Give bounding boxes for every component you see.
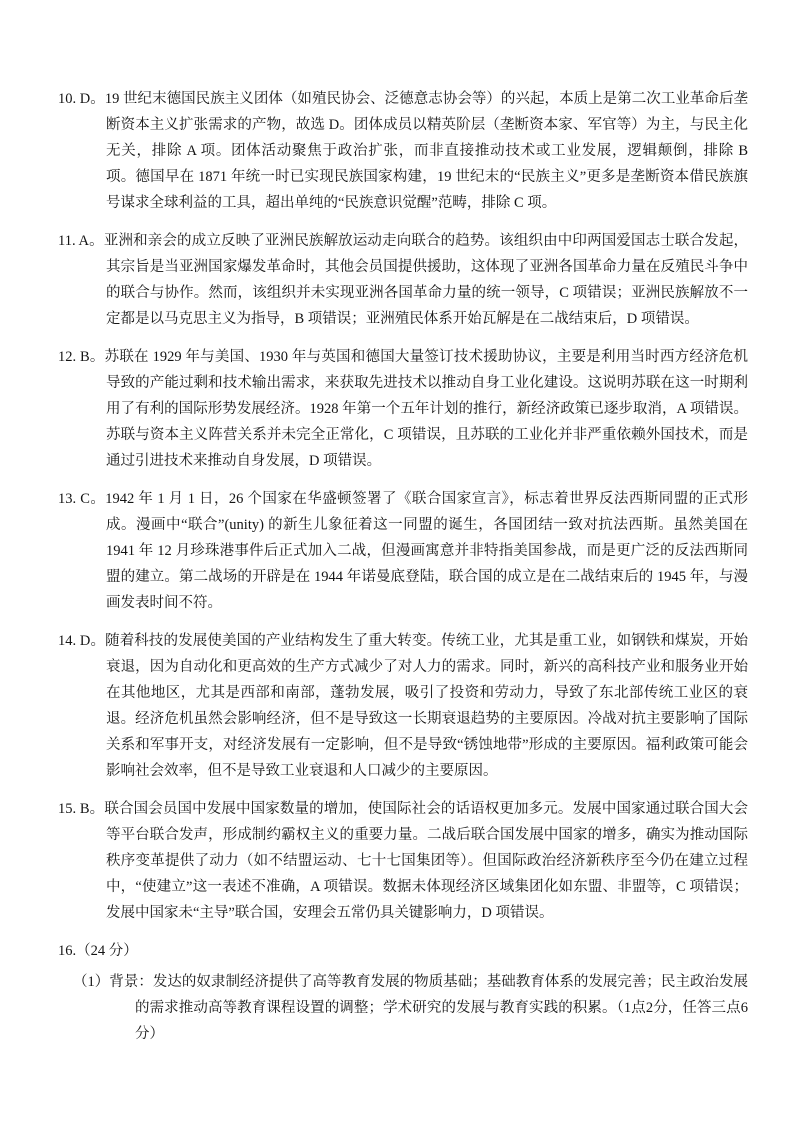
answer-number-15: 15. B。 [58,801,105,817]
sub-answer-1-text: 发达的奴隶制经济提供了高等教育发展的物质基础；基础教育体系的发展完善；民主政治发展的需求推动高等教育课程设置的调整；学术研究的发展与教育实践的积累。（1点2分，任答三点6分） [135,974,749,1042]
answer-number-12: 12. B。 [58,349,105,365]
answer-explanation-10: 19 世纪末德国民族主义团体（如殖民协会、泛德意志协会等）的兴起，本质上是第二次工业革命后垄断资本主义扩张需求的产物，故选 D。团体成员以精英阶层（垄断资本家、军官等）为主，与民主化无关，排除 A 项。团体活动聚焦于政治扩张，而非直接推动技术或工业发展，逻辑颠倒，排除 B 项。德国早在 1871 年统一时已实现民族国家构建，19 世纪末的“民族主义”更多是垄断资本借民族旗号谋求全球利益的工具，超出单纯的“民族意识觉醒”范畴，排除 C 项。 [104,91,748,211]
answer-number-10: 10. D。 [58,91,105,107]
answer-item-15 [58,796,748,926]
answer-number-11: 11. A。 [58,233,104,249]
answer-explanation-15: 联合国会员国中发展中国家数量的增加，使国际社会的话语权更加多元。发展中国家通过联合国大会等平台联合发声，形成制约霸权主义的重要力量。二战后联合国发展中国家的增多，确实为推动国际秩序变革提供了动力（如不结盟运动、七十七国集团等）。但国际政治经济新秩序至今仍在建立过程中，“使建立”这一表述不准确，A 项错误。数据未体现经济区域集团化如东盟、非盟等，C 项错误；发展中国家未“主导”联合国，安理会五常仍具关键影响力，D 项错误。 [104,801,749,921]
answer-item-10 [58,86,748,216]
question-16-heading: 16.（24 分） [58,943,138,959]
answer-explanation-14: 随着科技的发展使美国的产业结构发生了重大转变。传统工业，尤其是重工业，如钢铁和煤炭，开始衰退，因为自动化和更高效的生产方式减少了对人力的需求。同时，新兴的高科技产业和服务业开始在其他地区，尤其是西部和南部，蓬勃发展，吸引了投资和劳动力，导致了东北部传统工业区的衰退。经济危机虽然会影响经济，但不是导致这一长期衰退趋势的主要原因。冷战对抗主要影响了国际关系和军事开支，对经济发展有一定影响，但不是导致“锈蚀地带”形成的主要原因。福利政策可能会影响社会效率，但不是导致工业衰退和人口减少的主要原因。 [105,633,748,779]
answer-explanation-13: 1942 年 1 月 1 日，26 个国家在华盛顿签署了《联合国家宣言》，标志着世界反法西斯同盟的正式形成。漫画中“联合”(unity) 的新生儿象征着这一同盟的诞生，各国团结一致对抗法西斯。虽然美国在 1941 年 12 月珍珠港事件后正式加入二战，但漫画寓意并非特指美国参战，而是更广泛的反法西斯同盟的建立。第二战场的开辟是在 1944 年诺曼底登陆，联合国的成立是在二战结束后的 1945 年，与漫画发表时间不符。 [105,491,748,611]
answer-item-12 [58,344,748,474]
answer-explanation-11: 亚洲和亲会的成立反映了亚洲民族解放运动走向联合的趋势。该组织由中印两国爱国志士联合发起，其宗旨是当亚洲国家爆发革命时，其他会员国提供援助，这体现了亚洲各国革命力量在反殖民斗争中的联合与协作。然而，该组织并未实现亚洲各国革命力量的统一领导，C 项错误；亚洲民族解放不一定都是以马克思主义为指导，B 项错误；亚洲殖民体系开始瓦解是在二战结束后，D 项错误。 [103,233,749,327]
question-16-sub-answer-1 [73,969,748,1047]
answer-item-11 [58,228,748,332]
answer-item-13 [58,486,748,616]
answer-explanation-12: 苏联在 1929 年与美国、1930 年与英国和德国大量签订技术援助协议，主要是利用当时西方经济危机导致的产能过剩和技术输出需求，来获取先进技术以推动自身工业化建设。这说明苏联在这一时期利用了有利的国际形势发展经济。1928 年第一个五年计划的推行，新经济政策已逐步取消，A 项错误。苏联与资本主义阵营关系并未完全正常化，C 项错误，且苏联的工业化并非严重依赖外国技术，而是通过引进技术来推动自身发展，D 项错误。 [104,349,749,469]
answer-item-14 [58,628,748,784]
sub-answer-1-label: （1）背景： [73,974,153,990]
answer-number-13: 13. C。 [58,491,106,507]
answer-number-14: 14. D。 [58,633,106,649]
